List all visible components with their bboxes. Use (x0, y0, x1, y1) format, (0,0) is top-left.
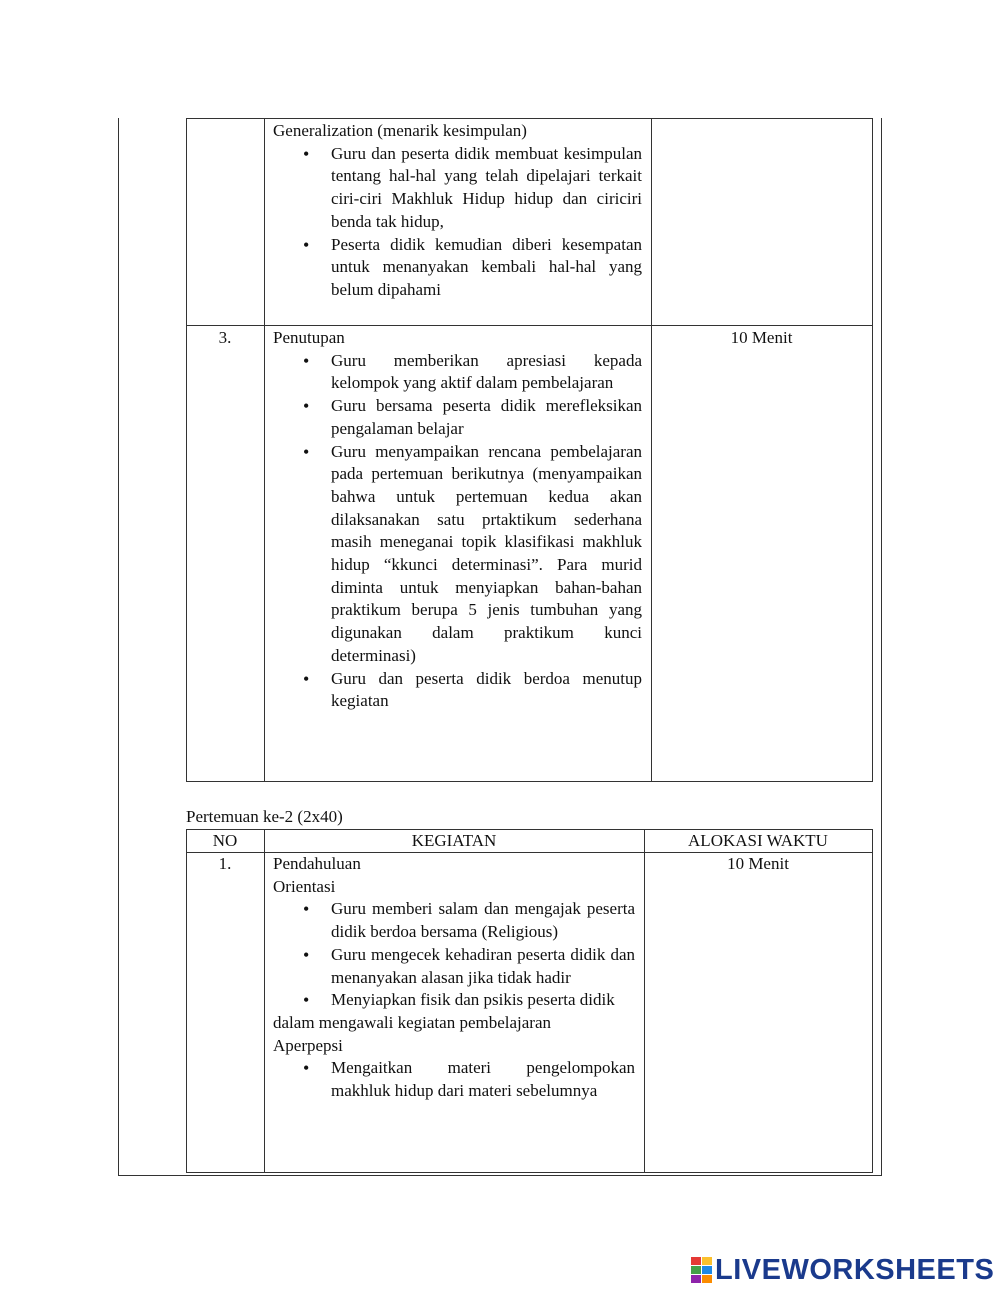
table2-header-time: ALOKASI WAKTU (688, 831, 828, 850)
table1-top-border (186, 118, 873, 119)
table2-row1-number: 1. (218, 854, 232, 873)
orientasi-subheading: Orientasi (273, 876, 336, 896)
outer-frame-bottom (118, 1175, 882, 1176)
list-item: • Guru memberikan apresiasi kepada kelompok yang aktif dalam pembelajaran (273, 350, 642, 395)
outer-frame-right (881, 118, 882, 1176)
list-item: • Guru memberi salam dan mengajak peserta didik berdoa bersama (Religious) (273, 898, 635, 943)
table2-header-activity: KEGIATAN (411, 831, 497, 850)
table2-right-border (872, 829, 873, 1173)
aperpepsi-subheading: Aperpepsi (273, 1035, 343, 1055)
penutupan-bullet-list (273, 350, 642, 713)
orientasi-bullet-list (273, 898, 635, 1012)
list-item: • Menyiapkan fisik dan psikis peserta didik (273, 989, 635, 1012)
row3-activity-cell (273, 327, 642, 713)
table1-right-border (872, 118, 873, 782)
logo-text: LIVEWORKSHEETS (715, 1253, 995, 1286)
pendahuluan-heading: Pendahuluan (273, 854, 361, 873)
generalization-bullet-list (273, 143, 642, 302)
table2-row1-time: 10 Menit (727, 854, 789, 873)
table2-header-no: NO (212, 831, 238, 850)
table1-col-divider-2 (651, 118, 652, 782)
table2-row1-activity-cell (273, 853, 635, 1103)
liveworksheets-logo[interactable] (691, 1255, 994, 1285)
list-item: • Peserta didik kemudian diberi kesempatan untuk menanyakan kembali hal-hal yang belum dipahami (273, 234, 642, 302)
table2-left-border (186, 829, 187, 1173)
list-item: • Mengaitkan materi pengelompokan makhluk hidup dari materi sebelumnya (273, 1057, 635, 1102)
table1-row-divider (186, 325, 873, 326)
list-item: • Guru menyampaikan rencana pembelajaran pada pertemuan berikutnya (menyampaikan bahwa untuk pertemuan kedua akan dilaksanakan satu prtaktikum sederhana masih meneganai topik klasifikasi makhluk hidup “kkunci determinasi”. Para murid diminta untuk menyiapkan bahan-bahan praktikum berupa 5 jenis tumbuhan yang digunakan dalam praktikum kunci determinasi) (273, 441, 642, 668)
list-item: • Guru dan peserta didik berdoa menutup kegiatan (273, 668, 642, 713)
outer-frame-left (118, 118, 119, 1176)
meeting2-title: Pertemuan ke-2 (2x40) (186, 807, 343, 826)
generalization-heading: Generalization (menarik kesimpulan) (273, 121, 527, 140)
orientasi-after-text: dalam mengawali kegiatan pembelajaran (273, 1012, 552, 1032)
row3-number: 3. (218, 328, 232, 347)
aperpepsi-bullet-list (273, 1057, 635, 1102)
table2-col-divider-2 (644, 829, 645, 1173)
list-item: • Guru dan peserta didik membuat kesimpulan tentang hal-hal yang telah dipelajari terkait ciri-ciri Makhluk Hidup hidup dan ciriciri benda tak hidup, (273, 143, 642, 234)
table1-col-divider-1 (264, 118, 265, 782)
penutupan-heading: Penutupan (273, 328, 345, 347)
table1-bottom-border (186, 781, 873, 782)
list-item: • Guru bersama peserta didik merefleksikan pengalaman belajar (273, 395, 642, 440)
table2-col-divider-1 (264, 829, 265, 1173)
list-item: • Guru mengecek kehadiran peserta didik dan menanyakan alasan jika tidak hadir (273, 944, 635, 989)
liveworksheets-logo-icon (691, 1257, 711, 1283)
table1-left-border (186, 118, 187, 782)
table1-continuation-activity-cell (273, 120, 642, 302)
row3-time: 10 Menit (730, 328, 793, 347)
table2-bottom-border (186, 1172, 873, 1173)
